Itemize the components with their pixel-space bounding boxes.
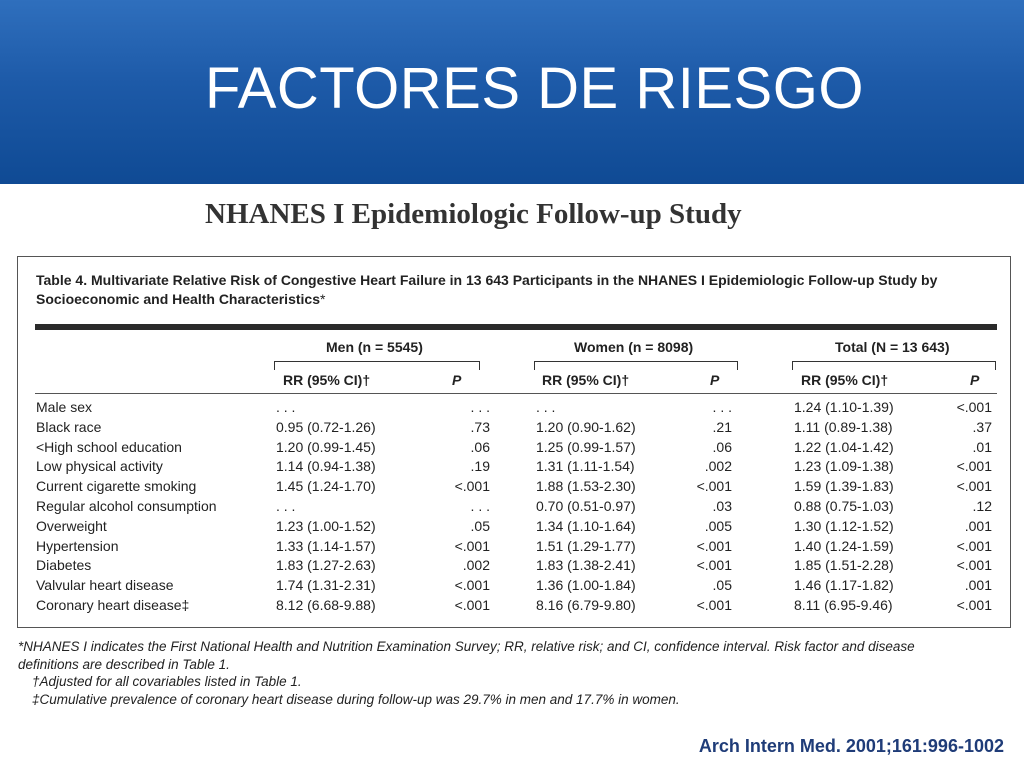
row-label: Coronary heart disease‡ (36, 597, 190, 613)
cell-men-p: <.001 (454, 537, 490, 554)
cell-women-p: .005 (704, 517, 732, 534)
cell-men-rr: 1.74 (1.31-2.31) (276, 577, 376, 594)
cell-total-p: .01 (972, 438, 992, 455)
col-header-total-p: P (970, 372, 980, 388)
table-row (18, 595, 1012, 615)
cell-women-p: <.001 (696, 557, 732, 574)
cell-men-rr: 1.23 (1.00-1.52) (276, 517, 376, 534)
cell-men-rr: 1.83 (1.27-2.63) (276, 557, 376, 574)
cell-men-p: .06 (470, 438, 490, 455)
citation: Arch Intern Med. 2001;161:996-1002 (698, 736, 1004, 756)
cell-total-p: <.001 (956, 399, 992, 415)
table-row (18, 476, 1012, 496)
table-row (18, 496, 1012, 516)
row-label: Regular alcohol consumption (36, 498, 217, 514)
cell-women-rr: 1.31 (1.11-1.54) (536, 458, 635, 475)
cell-total-p: .001 (964, 577, 992, 594)
cell-women-p: .06 (712, 438, 732, 455)
table-top-rule (35, 324, 997, 330)
col-header-men-rr: RR (95% CI)† (283, 372, 371, 388)
cell-men-p: <.001 (454, 478, 490, 495)
row-label: Overweight (36, 517, 107, 534)
row-label: Diabetes (36, 557, 92, 574)
slide-title: FACTORES DE RIESGO (205, 56, 864, 121)
cell-women-rr: 1.20 (0.90-1.62) (536, 418, 636, 435)
cell-total-p: .001 (964, 517, 992, 534)
cell-men-p: .73 (470, 418, 490, 435)
footnote-abbreviations: *NHANES I indicates the First National Health and Nutrition Examination Survey; RR, relative risk; and CI, confidence interval. Risk factor and disease definitions are described in Table 1. (18, 639, 915, 672)
cell-women-rr: 8.16 (6.79-9.80) (536, 597, 636, 613)
cell-total-rr: 1.59 (1.39-1.83) (794, 478, 894, 495)
table-caption-text: Table 4. Multivariate Relative Risk of Congestive Heart Failure in 13 643 Participants in the NHANES I Epidemiologic Follow-up Study by Socioeconomic and Health Characteristics (36, 272, 938, 307)
cell-total-rr: 0.88 (0.75-1.03) (794, 498, 894, 514)
row-label: <High school education (36, 438, 182, 455)
footnote-prevalence: ‡Cumulative prevalence of coronary heart disease during follow-up was 29.7% in men and 17.7% in women. (32, 691, 680, 707)
footnote-adjusted: †Adjusted for all covariables listed in Table 1. (32, 674, 302, 689)
cell-women-rr: . . . (536, 399, 556, 415)
cell-women-rr: 1.34 (1.10-1.64) (536, 517, 636, 534)
group-bracket-men (274, 361, 480, 370)
cell-total-rr: 1.30 (1.12-1.52) (794, 517, 894, 534)
table-row (18, 536, 1012, 556)
group-bracket-women (534, 361, 738, 370)
cell-women-rr: 1.25 (0.99-1.57) (536, 438, 636, 455)
row-label: Valvular heart disease (36, 577, 174, 594)
cell-men-p: . . . (470, 498, 490, 514)
table-row (18, 417, 1012, 437)
cell-total-rr: 1.23 (1.09-1.38) (794, 458, 894, 475)
cell-women-p: . . . (712, 399, 732, 415)
cell-women-p: <.001 (696, 478, 732, 495)
study-title: NHANES I Epidemiologic Follow-up Study (205, 198, 742, 230)
cell-men-rr: . . . (276, 399, 296, 415)
cell-women-rr: 1.36 (1.00-1.84) (536, 577, 636, 594)
cell-men-p: .05 (470, 517, 490, 534)
cell-men-rr: 1.33 (1.14-1.57) (276, 537, 376, 554)
cell-men-rr: 1.14 (0.94-1.38) (276, 458, 376, 475)
cell-women-rr: 1.51 (1.29-1.77) (536, 537, 636, 554)
table-row (18, 437, 1012, 457)
cell-women-p: .05 (712, 577, 732, 594)
cell-women-p: <.001 (696, 597, 732, 613)
cell-men-rr: 0.95 (0.72-1.26) (276, 418, 376, 435)
cell-women-rr: 1.83 (1.38-2.41) (536, 557, 636, 574)
cell-total-rr: 1.22 (1.04-1.42) (794, 438, 894, 455)
col-header-women-rr: RR (95% CI)† (542, 372, 630, 388)
row-label: Black race (36, 418, 102, 435)
table-row (18, 575, 1012, 595)
cell-total-p: .12 (972, 498, 992, 514)
table-row (18, 397, 1012, 417)
table-row (18, 555, 1012, 575)
cell-women-p: <.001 (696, 537, 732, 554)
cell-men-p: .19 (470, 458, 490, 475)
cell-total-p: .37 (972, 418, 992, 435)
cell-total-p: <.001 (956, 458, 992, 475)
footnotes (18, 638, 978, 708)
cell-total-p: <.001 (956, 597, 992, 613)
cell-women-p: .002 (704, 458, 732, 475)
group-header-total: Total (N = 13 643) (835, 339, 950, 355)
cell-total-p: <.001 (956, 537, 992, 554)
cell-women-rr: 1.88 (1.53-2.30) (536, 478, 636, 495)
table-figure (17, 256, 1011, 628)
cell-men-rr: 1.45 (1.24-1.70) (276, 478, 376, 495)
cell-men-rr: . . . (276, 498, 296, 514)
slide-header-band (0, 0, 1024, 184)
cell-women-rr: 0.70 (0.51-0.97) (536, 498, 636, 514)
table-caption (36, 271, 1001, 309)
cell-total-p: <.001 (956, 478, 992, 495)
cell-total-rr: 1.46 (1.17-1.82) (794, 577, 894, 594)
row-label: Low physical activity (36, 458, 163, 475)
cell-total-rr: 1.85 (1.51-2.28) (794, 557, 894, 574)
cell-total-rr: 8.11 (6.95-9.46) (794, 597, 893, 613)
group-bracket-total (792, 361, 996, 370)
cell-men-rr: 8.12 (6.68-9.88) (276, 597, 376, 613)
table-caption-mark: * (319, 291, 326, 307)
col-header-men-p: P (452, 372, 462, 388)
cell-women-p: .03 (712, 498, 732, 514)
cell-men-p: <.001 (454, 577, 490, 594)
col-header-women-p: P (710, 372, 720, 388)
cell-women-p: .21 (712, 418, 732, 435)
cell-men-rr: 1.20 (0.99-1.45) (276, 438, 376, 455)
table-row (18, 516, 1012, 536)
row-label: Current cigarette smoking (36, 478, 197, 495)
cell-total-p: <.001 (956, 557, 992, 574)
row-label: Male sex (36, 399, 93, 415)
col-header-total-rr: RR (95% CI)† (801, 372, 889, 388)
cell-total-rr: 1.24 (1.10-1.39) (794, 399, 894, 415)
cell-men-p: . . . (470, 399, 490, 415)
cell-total-rr: 1.11 (0.89-1.38) (794, 418, 893, 435)
cell-total-rr: 1.40 (1.24-1.59) (794, 537, 894, 554)
cell-men-p: .002 (462, 557, 490, 574)
cell-men-p: <.001 (454, 597, 490, 613)
group-header-women: Women (n = 8098) (574, 339, 694, 355)
group-header-men: Men (n = 5545) (326, 339, 423, 355)
header-rule (35, 393, 997, 394)
table-row (18, 456, 1012, 476)
row-label: Hypertension (36, 537, 119, 554)
